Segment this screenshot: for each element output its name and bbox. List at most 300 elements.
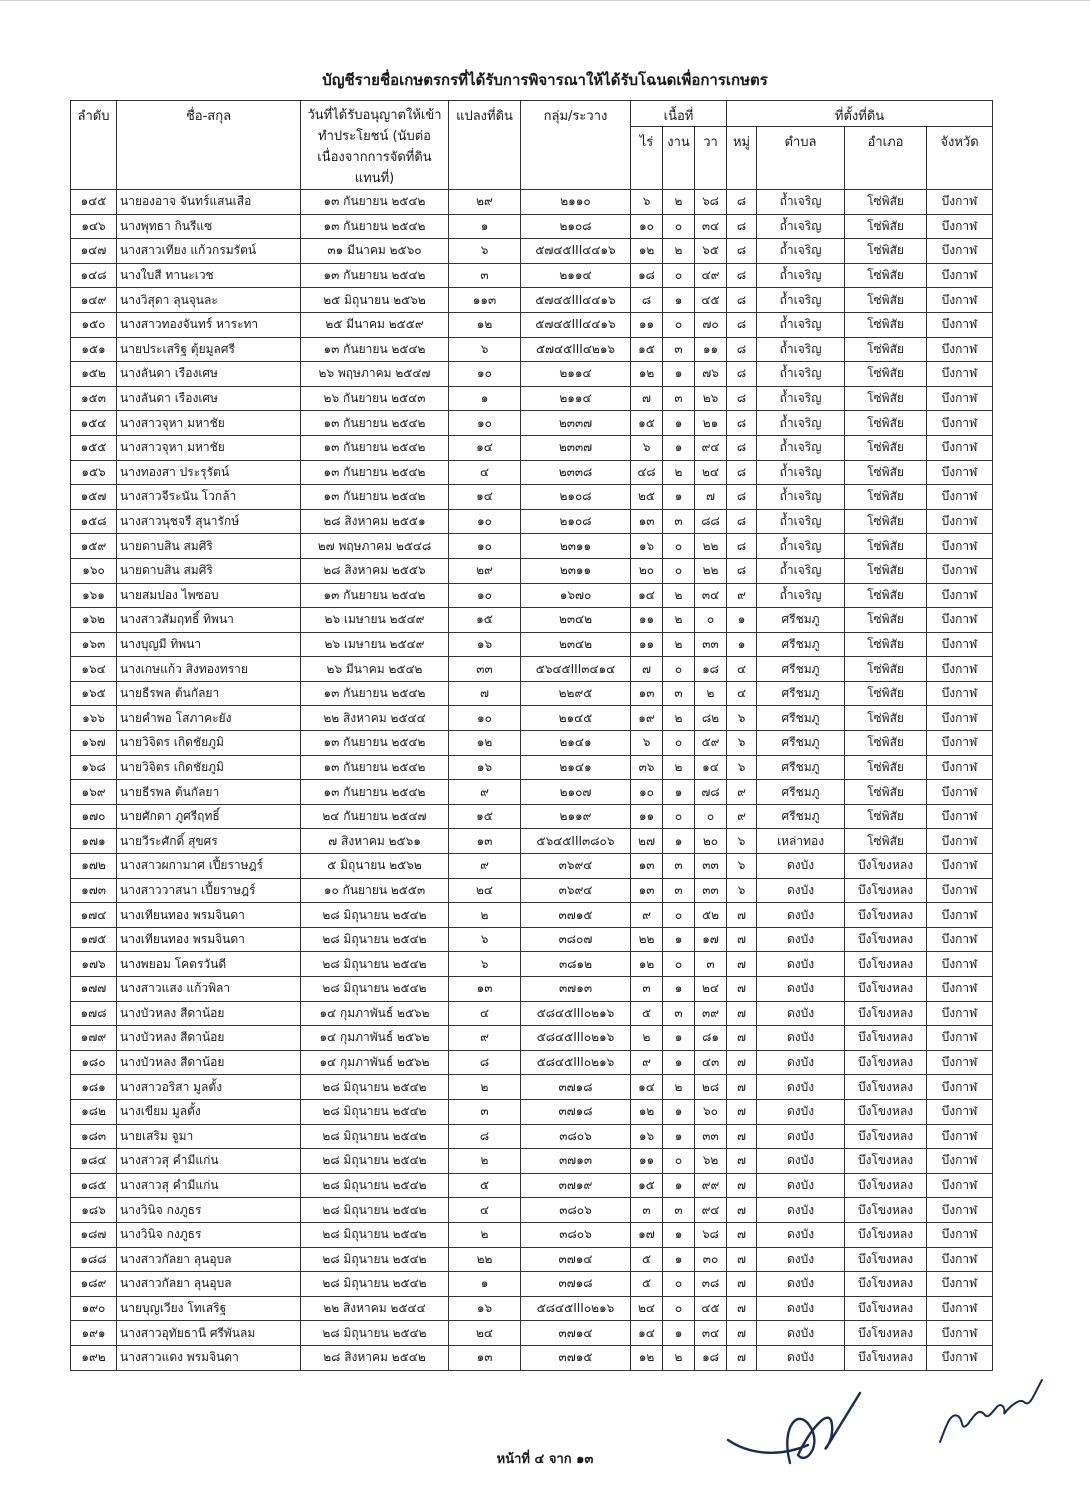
cell-plot: ๑๐	[449, 706, 521, 731]
cell-permit-date: ๒๖ พฤษภาคม ๒๕๔๗	[301, 362, 449, 387]
cell-ngan: ๑	[663, 362, 695, 387]
cell-group: ๓๗๑๕	[521, 903, 631, 928]
cell-rai: ๑๑	[631, 804, 663, 829]
cell-province: บึงกาฬ	[927, 1124, 993, 1149]
cell-province: บึงกาฬ	[927, 1099, 993, 1124]
cell-province: บึงกาฬ	[927, 829, 993, 854]
cell-group: ๕๗๔๕III๔๔๑๖	[521, 312, 631, 337]
table-row	[71, 460, 993, 485]
cell-permit-date: ๒๒ สิงหาคม ๒๕๔๔	[301, 706, 449, 731]
cell-rai: ๑๔	[631, 1075, 663, 1100]
cell-no: ๑๙๒	[71, 1345, 117, 1370]
cell-permit-date: ๑๔ กุมภาพันธ์ ๒๕๖๒	[301, 1050, 449, 1075]
cell-group: ๒๑๑๐	[521, 190, 631, 215]
table-row	[71, 681, 993, 706]
table-row	[71, 1296, 993, 1321]
cell-group: ๒๓๓๘	[521, 460, 631, 485]
cell-no: ๑๗๘	[71, 1001, 117, 1026]
cell-group: ๓๗๑๕	[521, 1345, 631, 1370]
cell-province: บึงกาฬ	[927, 731, 993, 756]
cell-group: ๕๗๔๕III๔๔๑๖	[521, 239, 631, 264]
table-row	[71, 829, 993, 854]
cell-name: นางวินิจ กงภูธร	[117, 1198, 301, 1223]
cell-amphoe: โซ่พิสัย	[845, 337, 927, 362]
cell-ngan: ๒	[663, 190, 695, 215]
cell-ngan: ๐	[663, 903, 695, 928]
cell-plot: ๔	[449, 460, 521, 485]
cell-ngan: ๒	[663, 755, 695, 780]
cell-name: นางเทียนทอง พรมจินดา	[117, 903, 301, 928]
cell-province: บึงกาฬ	[927, 1001, 993, 1026]
cell-ngan: ๒	[663, 1345, 695, 1370]
cell-no: ๑๕๕	[71, 435, 117, 460]
cell-permit-date: ๑๓ กันยายน ๒๕๔๒	[301, 780, 449, 805]
cell-moo: ๘	[727, 312, 757, 337]
cell-name: นางเกษแก้ว สิงทองทราย	[117, 657, 301, 682]
cell-group: ๕๖๔๕III๓๘๐๖	[521, 829, 631, 854]
cell-permit-date: ๒๕ มิถุนายน ๒๕๖๒	[301, 288, 449, 313]
cell-amphoe: บึงโขงหลง	[845, 878, 927, 903]
cell-plot: ๙	[449, 780, 521, 805]
table-row	[71, 1173, 993, 1198]
cell-tambon: ดงบัง	[757, 878, 845, 903]
cell-ngan: ๐	[663, 263, 695, 288]
cell-permit-date: ๕ มิถุนายน ๒๕๖๒	[301, 854, 449, 879]
cell-province: บึงกาฬ	[927, 706, 993, 731]
cell-amphoe: โซ่พิสัย	[845, 460, 927, 485]
cell-name: นางสาวทองจันทร์ หาระทา	[117, 312, 301, 337]
cell-ngan: ๓	[663, 1198, 695, 1223]
cell-amphoe: โซ่พิสัย	[845, 509, 927, 534]
table-row	[71, 411, 993, 436]
cell-tambon: ศรีชมภู	[757, 804, 845, 829]
cell-moo: ๗	[727, 1149, 757, 1174]
cell-rai: ๑๘	[631, 263, 663, 288]
header-plot: แปลงที่ดิน	[449, 101, 521, 190]
cell-tambon: ดงบัง	[757, 1075, 845, 1100]
cell-wa: ๗	[695, 485, 727, 510]
cell-province: บึงกาฬ	[927, 1296, 993, 1321]
cell-ngan: ๓	[663, 1001, 695, 1026]
cell-plot: ๑๔	[449, 485, 521, 510]
cell-moo: ๘	[727, 509, 757, 534]
cell-wa: ๒๑	[695, 411, 727, 436]
cell-province: บึงกาฬ	[927, 534, 993, 559]
cell-wa: ๓	[695, 952, 727, 977]
cell-moo: ๗	[727, 1296, 757, 1321]
cell-no: ๑๕๑	[71, 337, 117, 362]
cell-group: ๓๗๑๘	[521, 1075, 631, 1100]
cell-plot: ๔	[449, 1001, 521, 1026]
cell-tambon: ดงบัง	[757, 1272, 845, 1297]
table-row	[71, 288, 993, 313]
table-row	[71, 804, 993, 829]
cell-permit-date: ๒๘ มิถุนายน ๒๕๔๒	[301, 1198, 449, 1223]
cell-permit-date: ๒๘ มิถุนายน ๒๕๔๒	[301, 927, 449, 952]
cell-ngan: ๑	[663, 411, 695, 436]
cell-wa: ๙๙	[695, 1173, 727, 1198]
cell-rai: ๑๕	[631, 337, 663, 362]
cell-group: ๒๓๑๑	[521, 558, 631, 583]
cell-moo: ๑	[727, 632, 757, 657]
table-row	[71, 1272, 993, 1297]
cell-rai: ๒๗	[631, 829, 663, 854]
cell-permit-date: ๒๕ มีนาคม ๒๕๕๙	[301, 312, 449, 337]
cell-province: บึงกาฬ	[927, 1075, 993, 1100]
cell-tambon: ถ้ำเจริญ	[757, 583, 845, 608]
cell-amphoe: โซ่พิสัย	[845, 263, 927, 288]
cell-permit-date: ๒๘ มิถุนายน ๒๕๔๒	[301, 952, 449, 977]
cell-moo: ๖	[727, 731, 757, 756]
cell-plot: ๓	[449, 263, 521, 288]
header-rai: ไร่	[631, 127, 663, 190]
cell-wa: ๒๒	[695, 558, 727, 583]
cell-rai: ๙	[631, 1050, 663, 1075]
cell-tambon: ดงบัง	[757, 1124, 845, 1149]
cell-province: บึงกาฬ	[927, 804, 993, 829]
cell-no: ๑๘๒	[71, 1099, 117, 1124]
cell-name: นางสาวสัมฤทธิ์ ทิพนา	[117, 608, 301, 633]
cell-wa: ๒๖	[695, 386, 727, 411]
cell-amphoe: บึงโขงหลง	[845, 1321, 927, 1346]
header-moo: หมู่	[727, 127, 757, 190]
cell-tambon: ถ้ำเจริญ	[757, 263, 845, 288]
cell-ngan: ๑	[663, 1050, 695, 1075]
cell-group: ๒๑๑๔	[521, 362, 631, 387]
table-row	[71, 1026, 993, 1051]
cell-moo: ๗	[727, 1321, 757, 1346]
cell-no: ๑๘๕	[71, 1173, 117, 1198]
cell-name: นางสาวแดง พรมจินดา	[117, 1345, 301, 1370]
cell-wa: ๓๓	[695, 632, 727, 657]
cell-moo: ๖	[727, 854, 757, 879]
cell-ngan: ๐	[663, 804, 695, 829]
cell-group: ๕๗๔๕III๔๔๑๖	[521, 288, 631, 313]
cell-permit-date: ๒๘ มิถุนายน ๒๕๔๒	[301, 977, 449, 1002]
cell-rai: ๑๒	[631, 1345, 663, 1370]
cell-province: บึงกาฬ	[927, 681, 993, 706]
cell-amphoe: โซ่พิสัย	[845, 190, 927, 215]
cell-tambon: ดงบัง	[757, 854, 845, 879]
cell-province: บึงกาฬ	[927, 1321, 993, 1346]
cell-permit-date: ๒๘ มิถุนายน ๒๕๔๒	[301, 1321, 449, 1346]
cell-group: ๓๘๑๒	[521, 952, 631, 977]
cell-plot: ๑๖	[449, 632, 521, 657]
cell-name: นางวิสุดา ลุนจุนละ	[117, 288, 301, 313]
page-footer: หน้าที่ ๔ จาก ๑๓	[496, 1452, 594, 1467]
cell-ngan: ๑	[663, 1124, 695, 1149]
cell-group: ๓๘๐๖	[521, 1222, 631, 1247]
cell-name: นางบัวหลง สีดาน้อย	[117, 1026, 301, 1051]
cell-name: นายองอาจ จันทร์แสนเสือ	[117, 190, 301, 215]
cell-no: ๑๔๙	[71, 288, 117, 313]
cell-group: ๓๗๑๘	[521, 1272, 631, 1297]
cell-plot: ๗	[449, 681, 521, 706]
cell-tambon: ถ้ำเจริญ	[757, 337, 845, 362]
cell-permit-date: ๓๑ มีนาคม ๒๕๖๐	[301, 239, 449, 264]
cell-ngan: ๒	[663, 608, 695, 633]
cell-permit-date: ๑๓ กันยายน ๒๕๔๒	[301, 411, 449, 436]
cell-tambon: ดงบัง	[757, 1198, 845, 1223]
cell-wa: ๔๕	[695, 1296, 727, 1321]
cell-tambon: ถ้ำเจริญ	[757, 509, 845, 534]
cell-ngan: ๓	[663, 854, 695, 879]
cell-permit-date: ๒๘ มิถุนายน ๒๕๔๒	[301, 903, 449, 928]
signature-image	[720, 1385, 870, 1485]
cell-no: ๑๕๐	[71, 312, 117, 337]
cell-plot: ๒	[449, 1075, 521, 1100]
cell-plot: ๑๕	[449, 804, 521, 829]
cell-name: นางสาวจุหา มหาชัย	[117, 435, 301, 460]
cell-plot: ๕	[449, 1173, 521, 1198]
table-body	[71, 190, 993, 1371]
cell-tambon: ดงบัง	[757, 1247, 845, 1272]
cell-name: นางใบสี ทานะเวช	[117, 263, 301, 288]
cell-rai: ๑๔	[631, 1321, 663, 1346]
header-tambon: ตำบล	[757, 127, 845, 190]
cell-province: บึงกาฬ	[927, 239, 993, 264]
cell-moo: ๗	[727, 1001, 757, 1026]
cell-wa: ๖๒	[695, 1149, 727, 1174]
cell-ngan: ๐	[663, 1272, 695, 1297]
cell-province: บึงกาฬ	[927, 263, 993, 288]
cell-permit-date: ๑๔ กุมภาพันธ์ ๒๕๖๒	[301, 1001, 449, 1026]
cell-ngan: ๑	[663, 1321, 695, 1346]
cell-name: นายวิจิตร เกิดชัยภูมิ	[117, 755, 301, 780]
cell-permit-date: ๑๓ กันยายน ๒๕๔๒	[301, 460, 449, 485]
cell-group: ๓๖๙๔	[521, 878, 631, 903]
cell-province: บึงกาฬ	[927, 755, 993, 780]
cell-no: ๑๖๐	[71, 558, 117, 583]
table-row	[71, 1198, 993, 1223]
cell-moo: ๗	[727, 1050, 757, 1075]
cell-group: ๕๘๔๕III๐๒๑๖	[521, 1050, 631, 1075]
cell-permit-date: ๑๓ กันยายน ๒๕๔๒	[301, 583, 449, 608]
table-row	[71, 239, 993, 264]
cell-province: บึงกาฬ	[927, 1173, 993, 1198]
cell-rai: ๖	[631, 435, 663, 460]
cell-plot: ๑๒	[449, 312, 521, 337]
cell-wa: ๕๙	[695, 731, 727, 756]
cell-plot: ๑	[449, 386, 521, 411]
cell-province: บึงกาฬ	[927, 927, 993, 952]
cell-rai: ๔๘	[631, 460, 663, 485]
cell-moo: ๗	[727, 1026, 757, 1051]
cell-rai: ๗	[631, 657, 663, 682]
cell-rai: ๑๐	[631, 780, 663, 805]
cell-rai: ๑๔	[631, 583, 663, 608]
cell-permit-date: ๑๓ กันยายน ๒๕๔๒	[301, 731, 449, 756]
cell-name: นางบัวหลง สีดาน้อย	[117, 1001, 301, 1026]
cell-amphoe: บึงโขงหลง	[845, 1247, 927, 1272]
cell-moo: ๘	[727, 214, 757, 239]
cell-plot: ๑๐	[449, 583, 521, 608]
cell-permit-date: ๒๖ เมษายน ๒๕๔๙	[301, 608, 449, 633]
cell-tambon: ถ้ำเจริญ	[757, 534, 845, 559]
cell-province: บึงกาฬ	[927, 214, 993, 239]
table-row	[71, 1321, 993, 1346]
cell-group: ๒๑๑๔	[521, 263, 631, 288]
header-ngan: งาน	[663, 127, 695, 190]
cell-no: ๑๕๒	[71, 362, 117, 387]
table-row	[71, 263, 993, 288]
cell-amphoe: โซ่พิสัย	[845, 386, 927, 411]
cell-wa: ๖๘	[695, 190, 727, 215]
cell-plot: ๖	[449, 239, 521, 264]
cell-moo: ๗	[727, 1272, 757, 1297]
cell-plot: ๑๐	[449, 411, 521, 436]
cell-amphoe: บึงโขงหลง	[845, 1075, 927, 1100]
cell-name: นางสาวนุชจรี สุนารักษ์	[117, 509, 301, 534]
cell-province: บึงกาฬ	[927, 435, 993, 460]
cell-rai: ๑๑	[631, 1149, 663, 1174]
cell-permit-date: ๒๖ มีนาคม ๒๕๔๒	[301, 657, 449, 682]
cell-ngan: ๑	[663, 1247, 695, 1272]
cell-ngan: ๑	[663, 435, 695, 460]
cell-ngan: ๓	[663, 878, 695, 903]
cell-no: ๑๖๘	[71, 755, 117, 780]
cell-name: นายบุญเวียง โทเสริฐ	[117, 1296, 301, 1321]
cell-no: ๑๕๖	[71, 460, 117, 485]
table-row	[71, 755, 993, 780]
cell-wa: ๐	[695, 608, 727, 633]
cell-plot: ๓	[449, 1099, 521, 1124]
cell-amphoe: บึงโขงหลง	[845, 1099, 927, 1124]
cell-permit-date: ๗ สิงหาคม ๒๕๖๑	[301, 829, 449, 854]
cell-amphoe: บึงโขงหลง	[845, 1124, 927, 1149]
cell-rai: ๑๕	[631, 411, 663, 436]
cell-name: นางพุทธา กินรีแซ	[117, 214, 301, 239]
cell-ngan: ๓	[663, 509, 695, 534]
cell-amphoe: โซ่พิสัย	[845, 411, 927, 436]
cell-permit-date: ๑๓ กันยายน ๒๕๔๒	[301, 755, 449, 780]
cell-wa: ๑๘	[695, 1345, 727, 1370]
cell-moo: ๗	[727, 952, 757, 977]
table-row	[71, 485, 993, 510]
cell-name: นางบัวหลง สีดาน้อย	[117, 1050, 301, 1075]
cell-group: ๒๒๙๕	[521, 681, 631, 706]
cell-moo: ๗	[727, 1222, 757, 1247]
cell-plot: ๖	[449, 337, 521, 362]
cell-group: ๕๘๔๕III๐๒๑๖	[521, 1296, 631, 1321]
cell-ngan: ๑	[663, 1173, 695, 1198]
cell-wa: ๘๑	[695, 1026, 727, 1051]
cell-wa: ๔๓	[695, 1050, 727, 1075]
cell-rai: ๑๗	[631, 1222, 663, 1247]
cell-ngan: ๐	[663, 558, 695, 583]
cell-amphoe: โซ่พิสัย	[845, 362, 927, 387]
cell-group: ๑๖๗๐	[521, 583, 631, 608]
cell-permit-date: ๑๓ กันยายน ๒๕๔๒	[301, 435, 449, 460]
cell-tambon: ศรีชมภู	[757, 657, 845, 682]
cell-plot: ๒๔	[449, 878, 521, 903]
cell-no: ๑๗๒	[71, 854, 117, 879]
cell-wa: ๑๗	[695, 927, 727, 952]
table-row	[71, 706, 993, 731]
cell-ngan: ๐	[663, 731, 695, 756]
cell-permit-date: ๒๘ มิถุนายน ๒๕๔๒	[301, 1149, 449, 1174]
cell-plot: ๙	[449, 1026, 521, 1051]
cell-no: ๑๖๙	[71, 780, 117, 805]
cell-tambon: ศรีชมภู	[757, 632, 845, 657]
cell-no: ๑๕๔	[71, 411, 117, 436]
cell-plot: ๒	[449, 1222, 521, 1247]
cell-amphoe: โซ่พิสัย	[845, 312, 927, 337]
cell-ngan: ๑	[663, 288, 695, 313]
cell-no: ๑๘๔	[71, 1149, 117, 1174]
cell-tambon: ศรีชมภู	[757, 755, 845, 780]
cell-tambon: ดงบัง	[757, 1345, 845, 1370]
cell-no: ๑๗๙	[71, 1026, 117, 1051]
cell-amphoe: บึงโขงหลง	[845, 977, 927, 1002]
cell-no: ๑๙๑	[71, 1321, 117, 1346]
cell-name: นางสาวผกามาศ เปี้ยราษฎร์	[117, 854, 301, 879]
cell-name: นายดาบสิน สมศิริ	[117, 558, 301, 583]
cell-wa: ๓๔	[695, 214, 727, 239]
cell-no: ๑๗๐	[71, 804, 117, 829]
header-permit-date: วันที่ได้รับอนุญาตให้เข้าทำประโยชน์ (นับต่อเนื่องจากการจัดที่ดินแทนที่)	[301, 101, 449, 190]
cell-province: บึงกาฬ	[927, 1345, 993, 1370]
cell-province: บึงกาฬ	[927, 1026, 993, 1051]
cell-tambon: ถ้ำเจริญ	[757, 558, 845, 583]
cell-ngan: ๒	[663, 1075, 695, 1100]
cell-plot: ๖	[449, 927, 521, 952]
cell-ngan: ๒	[663, 632, 695, 657]
cell-moo: ๔	[727, 681, 757, 706]
table-row	[71, 977, 993, 1002]
cell-amphoe: โซ่พิสัย	[845, 239, 927, 264]
table-row	[71, 1149, 993, 1174]
cell-name: นายเสริม จูมา	[117, 1124, 301, 1149]
table-row	[71, 878, 993, 903]
cell-plot: ๓๓	[449, 657, 521, 682]
cell-group: ๓๗๑๘	[521, 1099, 631, 1124]
cell-name: นางสาววาสนา เปี้ยราษฎร์	[117, 878, 301, 903]
cell-name: นางสาวกัลยา ลุนอุบล	[117, 1272, 301, 1297]
cell-plot: ๑๑๓	[449, 288, 521, 313]
cell-ngan: ๑	[663, 1222, 695, 1247]
cell-wa: ๕๒	[695, 903, 727, 928]
cell-tambon: ถ้ำเจริญ	[757, 386, 845, 411]
cell-province: บึงกาฬ	[927, 632, 993, 657]
header-amphoe: อำเภอ	[845, 127, 927, 190]
cell-moo: ๘	[727, 534, 757, 559]
cell-no: ๑๘๐	[71, 1050, 117, 1075]
cell-ngan: ๒	[663, 239, 695, 264]
cell-name: นายศักดา ภูศรีฤทธิ์	[117, 804, 301, 829]
cell-tambon: ถ้ำเจริญ	[757, 214, 845, 239]
cell-plot: ๑๓	[449, 829, 521, 854]
cell-plot: ๑๓	[449, 1345, 521, 1370]
cell-wa: ๓๓	[695, 878, 727, 903]
cell-plot: ๔	[449, 1198, 521, 1223]
cell-no: ๑๘๘	[71, 1247, 117, 1272]
cell-no: ๑๘๙	[71, 1272, 117, 1297]
cell-wa: ๖๘	[695, 1222, 727, 1247]
cell-wa: ๖๕	[695, 239, 727, 264]
cell-name: นายวิจิตร เกิดชัยภูมิ	[117, 731, 301, 756]
cell-tambon: ศรีชมภู	[757, 780, 845, 805]
cell-permit-date: ๒๖ เมษายน ๒๕๔๙	[301, 632, 449, 657]
cell-wa: ๓๔	[695, 1321, 727, 1346]
cell-wa: ๓๓	[695, 1124, 727, 1149]
initials-image	[930, 1372, 1050, 1454]
cell-name: นางลันดา เรืองเศษ	[117, 386, 301, 411]
cell-wa: ๗๘	[695, 780, 727, 805]
cell-moo: ๗	[727, 1173, 757, 1198]
header-wa: วา	[695, 127, 727, 190]
cell-ngan: ๑	[663, 780, 695, 805]
